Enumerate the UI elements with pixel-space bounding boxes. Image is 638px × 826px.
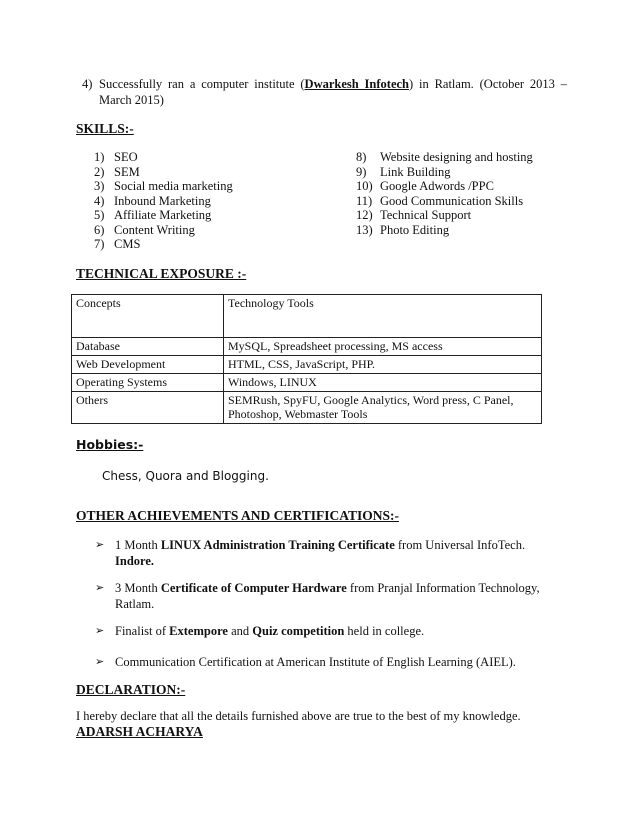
table-row: [72, 392, 542, 424]
skill-item: 8) Website designing and hosting: [356, 150, 533, 164]
table-cell: MySQL, Spreadsheet processing, MS access: [224, 338, 542, 356]
skill-item: 5) Affiliate Marketing: [94, 208, 212, 222]
table-row: [72, 338, 542, 356]
experience-item-number: 4): [82, 77, 93, 91]
skill-item: 3) Social media marketing: [94, 179, 233, 193]
table-cell: Operating Systems: [72, 374, 224, 392]
table-cell: Web Development: [72, 356, 224, 374]
skill-item: 1) SEO: [94, 150, 138, 164]
table-cell-line: Photoshop, Webmaster Tools: [228, 407, 368, 421]
table-row: [72, 356, 542, 374]
experience-item-prefix: Successfully ran a computer institute (: [99, 77, 305, 91]
table-header-tools: Technology Tools: [224, 295, 542, 338]
skill-item: 13) Photo Editing: [356, 222, 450, 237]
achievement-item: ➢ 3 Month Certificate of Computer Hardware from Pranjal Information Technology, Ratlam.: [95, 581, 540, 611]
achievements-heading: OTHER ACHIEVEMENTS AND CERTIFICATIONS:-: [76, 508, 399, 523]
skills-list-right: [356, 150, 533, 237]
achievement-item: ➢ 1 Month LINUX Administration Training Certificate from Universal InfoTech. Indore.: [95, 538, 526, 568]
experience-item-4: [82, 76, 567, 108]
technical-table: [71, 294, 542, 424]
table-cell-line: SEMRush, SpyFU, Google Analytics, Word press, C Panel,: [228, 393, 514, 407]
arrow-bullet-icon: ➢: [95, 656, 105, 668]
signatory-name: ADARSH ACHARYA: [76, 724, 203, 739]
skills-list-left: [94, 150, 233, 252]
table-cell: HTML, CSS, JavaScript, PHP.: [224, 356, 542, 374]
arrow-bullet-icon: ➢: [95, 539, 105, 551]
achievement-item: ➢ Finalist of Extempore and Quiz competition held in college.: [95, 624, 425, 638]
technical-heading: TECHNICAL EXPOSURE :-: [76, 266, 247, 281]
table-row: [72, 374, 542, 392]
experience-item-suffix: ) in Ratlam. (October 2013 – March 2015): [99, 77, 567, 107]
skill-item: 6) Content Writing: [94, 222, 195, 237]
table-cell: [224, 392, 542, 424]
arrow-bullet-icon: ➢: [95, 582, 105, 594]
table-cell: Database: [72, 338, 224, 356]
table-cell: Others: [72, 392, 224, 424]
declaration-text: I hereby declare that all the details furnished above are true to the best of my knowledge.: [76, 709, 521, 723]
skill-item: 4) Inbound Marketing: [94, 193, 211, 208]
skill-item: 2) SEM: [94, 164, 140, 179]
skill-item: 12) Technical Support: [356, 208, 472, 222]
skill-item: 11) Good Communication Skills: [356, 193, 524, 208]
table-cell: Windows, LINUX: [224, 374, 542, 392]
skill-item: 10) Google Adwords /PPC: [356, 179, 494, 193]
skill-item: 7) CMS: [94, 237, 141, 251]
skill-item: 9) Link Building: [356, 164, 451, 179]
hobbies-text: Chess, Quora and Blogging.: [102, 469, 269, 483]
achievement-item: ➢ Communication Certification at American Institute of English Learning (AIEL).: [95, 655, 516, 669]
declaration-heading: DECLARATION:-: [76, 682, 186, 697]
hobbies-heading: Hobbies:-: [76, 437, 144, 452]
company-name: Dwarkesh Infotech: [304, 77, 409, 91]
table-row: [72, 295, 542, 338]
arrow-bullet-icon: ➢: [95, 625, 105, 637]
skills-heading: SKILLS:-: [76, 121, 134, 136]
table-header-concepts: Concepts: [72, 295, 224, 338]
